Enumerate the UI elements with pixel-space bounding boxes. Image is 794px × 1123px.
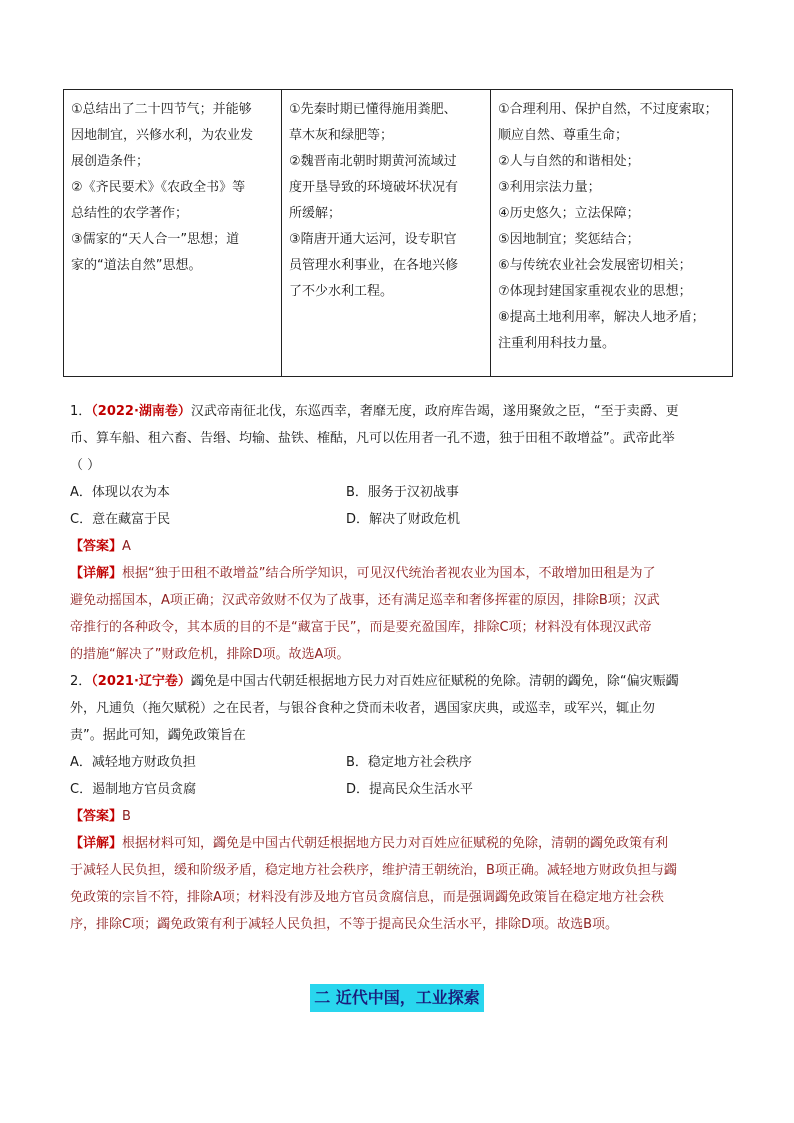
option-b: B．服务于汉初战事	[346, 485, 459, 500]
cell-line: 了不少水利工程。	[289, 284, 394, 299]
cell-line: 顺应自然、尊重生命；	[498, 128, 629, 143]
detail-text: 根据材料可知，蠲免是中国古代朝廷根据地方民力对百姓应征赋税的免除，清朝的蠲免政策有利	[122, 836, 669, 851]
option-b: B．稳定地方社会秩序	[346, 755, 472, 770]
cell-line: ①先秦时期已懂得施用粪肥、	[289, 102, 457, 117]
option-a: A．体现以农为本	[70, 485, 170, 500]
answer-value: B	[122, 809, 131, 824]
cell-line: ③利用宗法力量；	[498, 180, 601, 195]
option-c: C．意在藏富于民	[70, 512, 171, 527]
cell-line: ①总结出了二十四节气；并能够	[71, 102, 252, 117]
question-1	[70, 398, 732, 668]
cell-line: ⑤因地制宜；奖惩结合；	[498, 232, 640, 247]
cell-line: ②《齐民要术》《农政全书》等	[71, 180, 246, 195]
cell-line: ④历史悠久；立法保障；	[498, 206, 640, 221]
table-cell-features	[491, 90, 733, 377]
cell-line: ②人与自然的和谐相处；	[498, 154, 640, 169]
detail-text: 根据“独于田租不敢增益”结合所学知识，可见汉代统治者视农业为国本，不敢增加田租是为了	[122, 566, 656, 581]
answer-paren: （ ）	[70, 458, 101, 473]
answer-value: A	[122, 539, 131, 554]
cell-line: ①合理利用、保护自然，不过度索取；	[498, 102, 718, 117]
stem-text: 币、算车船、租六畜、告缗、均输、盐铁、榷酤，凡可以佐用者一孔不遗，独于田租不敢增益”。武帝此举	[70, 431, 675, 446]
stem-text: 责”。据此可知，蠲免政策旨在	[70, 728, 246, 743]
detail-label: 【详解】	[70, 836, 123, 851]
section-title: 二 近代中国，工业探索	[310, 984, 484, 1012]
detail-text: 于减轻人民负担，缓和阶级矛盾，稳定地方社会秩序，维护清王朝统治，B项正确。减轻地方财政负担与蠲	[70, 863, 677, 878]
cell-line: ②魏晋南北朝时期黄河流域过	[289, 154, 457, 169]
cell-line: 度开垦导致的环境破坏状况有	[289, 180, 459, 195]
detail-text: 免政策的宗旨不符，排除A项；材料没有涉及地方官员贪腐信息，而是强调蠲免政策旨在稳定地方社会秩	[70, 890, 664, 905]
stem-text: 外，凡逋负（拖欠赋税）之在民者，与银谷食种之贷而未收者，遇国家庆典，或巡幸，或军兴，辄止勿	[70, 701, 656, 716]
stem-text: 汉武帝南征北伐，东巡西幸，奢靡无度，政府库告竭，遂用聚敛之臣，“至于卖爵、更	[190, 404, 679, 419]
summary-table	[63, 89, 733, 377]
table-cell-achievements	[64, 90, 282, 377]
question-source: （2021·辽宁卷）	[91, 674, 191, 689]
cell-line: ⑥与传统农业社会发展密切相关；	[498, 258, 692, 273]
cell-line: ⑧提高土地利用率，解决人地矛盾；	[498, 310, 705, 325]
cell-line: 员管理水利事业，在各地兴修	[289, 258, 459, 273]
options-grid	[70, 479, 732, 533]
option-c: C．遏制地方官员贪腐	[70, 782, 197, 797]
question-number: 1．	[70, 404, 92, 419]
cell-line: 草木灰和绿肥等；	[289, 128, 394, 143]
question-stem	[70, 398, 732, 425]
option-d: D．解决了财政危机	[346, 512, 461, 527]
detail-text: 序，排除C项；蠲免政策有利于减轻人民负担，不等于提高民众生活水平，排除D项。故选B项。	[70, 917, 619, 932]
detail-line	[70, 830, 732, 857]
question-2	[70, 668, 732, 938]
question-number: 2．	[70, 674, 92, 689]
option-a: A．减轻地方财政负担	[70, 755, 196, 770]
options-grid	[70, 749, 732, 803]
detail-label: 【详解】	[70, 566, 123, 581]
answer-line	[70, 533, 732, 560]
cell-line: 展创造条件；	[71, 154, 150, 169]
section-heading	[0, 984, 794, 1012]
question-source: （2022·湖南卷）	[91, 404, 191, 419]
detail-text: 帝推行的各种政令，其本质的目的不是“藏富于民”，而是要充盈国库，排除C项；材料没有体现汉武帝	[70, 620, 652, 635]
table-cell-measures	[282, 90, 491, 377]
answer-label: 【答案】	[70, 539, 123, 554]
cell-line: 总结性的农学著作；	[71, 206, 189, 221]
detail-text: 的措施“解决了”财政危机，排除D项。故选A项。	[70, 647, 350, 662]
cell-line: 家的“道法自然”思想。	[71, 258, 202, 273]
table-row	[64, 90, 733, 377]
questions-content	[70, 398, 732, 938]
cell-line: 注重利用科技力量。	[498, 336, 616, 351]
answer-label: 【答案】	[70, 809, 123, 824]
stem-text: 蠲免是中国古代朝廷根据地方民力对百姓应征赋税的免除。清朝的蠲免，除“偏灾赈蠲	[190, 674, 679, 689]
option-d: D．提高民众生活水平	[346, 782, 474, 797]
cell-line: ③隋唐开通大运河，设专职官	[289, 232, 457, 247]
cell-line: ③儒家的“天人合一”思想；道	[71, 232, 240, 247]
question-stem	[70, 668, 732, 695]
cell-line: ⑦体现封建国家重视农业的思想；	[498, 284, 692, 299]
detail-line	[70, 560, 732, 587]
cell-line: 因地制宜，兴修水利，为农业发	[71, 128, 254, 143]
detail-text: 避免动摇国本，A项正确；汉武帝敛财不仅为了战事，还有满足巡幸和奢侈挥霍的原因，排除B项；汉武	[70, 593, 660, 608]
cell-line: 所缓解；	[289, 206, 342, 221]
answer-line	[70, 803, 732, 830]
